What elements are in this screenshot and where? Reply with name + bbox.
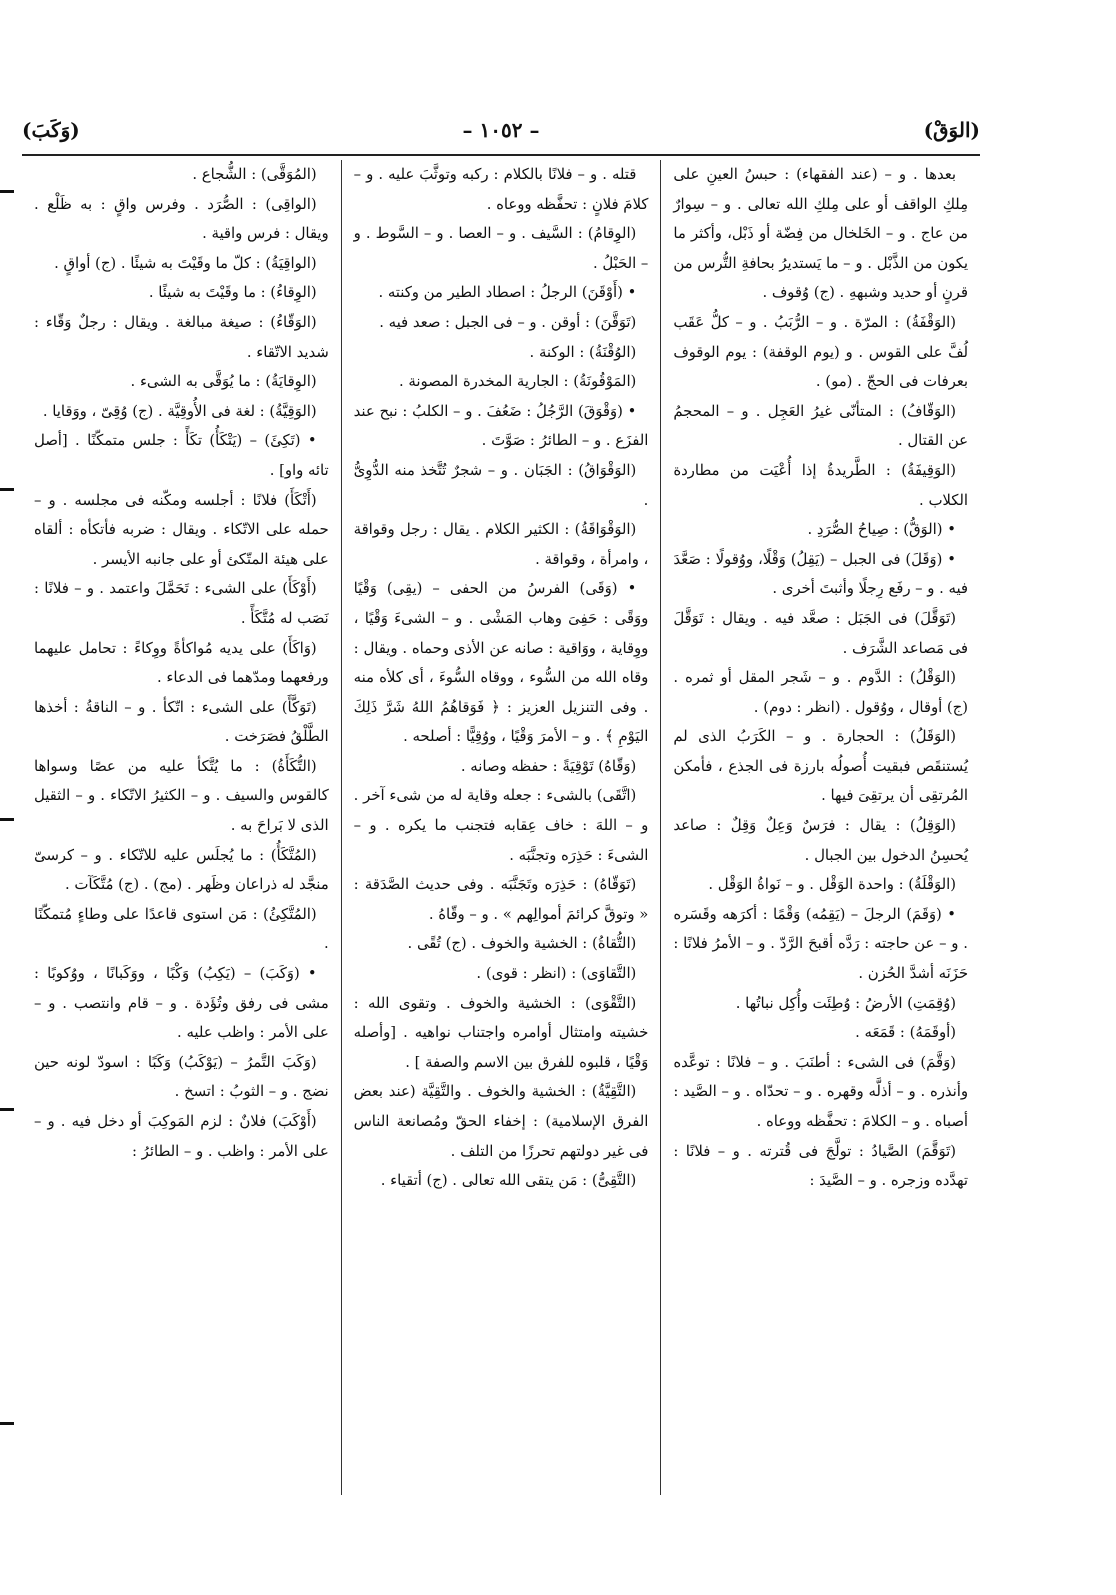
dictionary-entry: (المُتَّكِئُ) : مَن استوى قاعدًا على وطاءٍ مُتمكّنًا . xyxy=(33,905,329,953)
dictionary-entry: (الوَقْوَاقَةُ) : الكثير الكلام . يقال : رجل وقواقة ، وامرأة ، وقواقة . xyxy=(353,521,649,568)
column-middle xyxy=(342,160,662,1495)
dictionary-entry: • (أَوْقَنَ) الرجلُ : اصطاد الطير من وكنته . xyxy=(378,284,637,302)
dictionary-entry: (الوَقِيَّةُ) : لغة فى الأُوقِيَّة . (ج) وُقِىّ ، ووَقايا . xyxy=(42,402,317,420)
dictionary-entry: قتله . و – فلانًا بالكلام : ركبه وتوثَّبَ عليه . و – كلامَ فلانٍ : تحفَّظه ووعاه . xyxy=(353,166,649,213)
dictionary-entry: (وَكَبَ التَّمرُ – (يَوْكَبُ) وَكَبًا : اسودّ لونه حين نضج . و – الثوبُ : اتسخ . xyxy=(33,1053,329,1101)
margin-marks xyxy=(0,0,18,1595)
dictionary-entry: (وَاكَأَ) على يديه مُواكأةً ووِكاءً : تحامل عليهما ورفعهما ومدّهما فى الدعاء . xyxy=(33,639,329,687)
dictionary-entry: (التُّقاةُ) : الخشية والخوف . (ج) تُقًى . xyxy=(407,935,637,953)
dictionary-entry: (التَّقْوَى) : الخشية والخوف . وتقوى الله : خشيته وامتثال أوامره واجتناب نواهيه . [وأصله وَقْيًا ، قلبوه للفرق بين الاسم والصفة ] . xyxy=(353,994,649,1071)
dictionary-entry: (الوَقْفَةُ) : المرّة . و – الرُّبَبُ . و – كلُّ عَقَب لُفَّ على القوس . و (يوم الوقفة) : يوم الوقوف بعرفات فى الحجّ . (مو) . xyxy=(673,313,968,391)
dictionary-entry: (أَوْكَبَ) فلانٌ : لزم المَوكِبَ أو دخل فيه . و – على الأمر : واظب . و – الطائرُ : xyxy=(33,1113,329,1160)
dictionary-entry: (وَقَّمَ) فى الشىء : أطنَبَ . و – فلانًا : توعَّده وأنذره . و – أذلَّه وقهره . و – تحدّاه . و – الصَّيد : أصباه . و – الكلامَ : تحفَّظه ووعاه . xyxy=(673,1053,968,1130)
dictionary-entry: (المُتَّكَأُ) : ما يُجلَس عليه للاتّكاء . و – كرسىّ منجَّد له ذراعان وظَهر . (مج) . (ج) مُتَّكَآت . xyxy=(33,846,329,894)
dictionary-entry: (تَوَقَّمَ) الصَّيادُ : تولَّجَ فى قُترته . و – فلانًا : تهدَّده وزجره . و – الصَّيدَ : xyxy=(673,1142,968,1190)
dictionary-entry: (وَقّاهُ) تَوْقِيَةً : حفظه وصانه . xyxy=(460,757,637,775)
dictionary-entry: (الواقِيَةُ) : كلّ ما وقَيْتَ به شيئًا . (ج) أواقٍ . xyxy=(54,254,317,272)
header-guide-word-left: (وَكَبَ) xyxy=(22,118,80,142)
dictionary-entry: (أَوْكَأَ) على الشىء : تَحَمَّلَ واعتمد . و – فلانًا : نَصَب له مُتَّكَأً . xyxy=(33,580,329,627)
dictionary-entry: (تَوَقَّنَ) : أوقن . و – فى الجبل : صعد فيه . xyxy=(379,313,637,331)
dictionary-entry: (الوَقّاءُ) : صيغة مبالغة . ويقال : رجلٌ وَقّاء : شديد الاتّقاء . xyxy=(33,313,329,361)
dictionary-entry: (الوَقِيفَةُ) : الطَّريدةُ إذا أُعْيَت من مطاردة الكلاب . xyxy=(673,461,968,509)
column-left xyxy=(22,160,342,1495)
dictionary-entry: (المُوَقَّى) : الشُّجاع . xyxy=(192,166,317,183)
dictionary-entry: • (وَقَلَ) فى الجبل – (يَقِلُ) وَقْلًا، ووُقولًا : صَعَّدَ فيه . و – رفَع رِجلًا وأثبتَ أخرى . xyxy=(673,550,968,598)
dictionary-entry: (الوَقّافُ) : المتأنّى غيرُ العَجِل . و – المحجمُ عن القتال . xyxy=(673,402,968,450)
margin-mark xyxy=(0,1422,14,1425)
column-right xyxy=(661,160,980,1495)
margin-mark xyxy=(0,488,14,491)
dictionary-entry: (الوِقامُ) : السَّيف . و – العصا . و – السَّوط . و – الحَبْلُ . xyxy=(353,225,649,272)
header-guide-word-right: (الوَقْ) xyxy=(923,118,980,142)
dictionary-entry: بعدها . و – (عند الفقهاء) : حبسُ العينِ على مِلكِ الواقف أو على مِلكِ الله تعالى . و – سِوارٌ من عاج . و – الخَلخال من فِضّة أو ذَبْل، وأكثر ما يكون من الذَّبْل . و – ما يَستديرُ بحافةِ التُّرس من قرنٍ أو حديد وشبههِ . (ج) وُقوف . xyxy=(673,166,968,302)
dictionary-entry: (تَوَقَّلَ) فى الجَبَل : صعَّد فيه . ويقال : تَوَقَّلَ فى مَصاعد الشَّرَف . xyxy=(673,609,968,657)
dictionary-entry: (الوَقْوَاقُ) : الجَبَان . و – شجرٌ تُتَّخذ منه الدُّوِىُّ . xyxy=(353,461,649,509)
dictionary-entry: (الوِقايَةُ) : ما يُوَقَّى به الشىء . xyxy=(130,373,317,391)
dictionary-entry: (الوَقْلَةُ) : واحدة الوَقْل . و – نَواةُ الوَقْل . xyxy=(708,876,956,894)
margin-mark xyxy=(0,190,14,193)
dictionary-entry: • (وَقْوَقَ) الرَّجُلُ : ضَعُفَ . و – الكلبُ : نبح عند الفزَع . و – الطائرُ : صَوَّتَ . xyxy=(353,402,649,450)
page-header xyxy=(22,118,980,156)
dictionary-entry: (الوَقْلُ) : الدَّوم . و – شَجر المقل أو ثمره . (ج) أوقال ، ووُقول . (انظر : دوم) . xyxy=(673,669,968,716)
dictionary-entry: (التُّكَأَةُ) : ما يُتَّكأ عليه من عصًا وسواها كالقوس والسيف . و – الكثيرُ الاتّكاء . و – الثقيل الذى لا بَراحَ به . xyxy=(33,757,329,835)
dictionary-entry: (التَّقِيَّةُ) : الخشية والخوف . والتَّقِيَّة (عند بعض الفرق الإسلامية) : إخفاء الحقّ ومُصانعة الناس فى غير دولتهم تحرزًا من التلف . xyxy=(353,1083,649,1160)
dictionary-entry: (المَوْقُونَةُ) : الجارية المخدرة المصونة . xyxy=(399,373,637,391)
dictionary-entry: • (وَكَبَ) – (يَكِبُ) وَكْبًا ، ووَكَبانًا ، ووُكوبًا : مشى فى رفق وتُؤَدة . و – قام وانتصب . و – على الأمر : واظب عليه . xyxy=(33,965,329,1042)
dictionary-entry: • (وَقَى) الفرسُ من الحفى – (يقِى) وَقْيًا ووَقًى : حَفِىَ وهاب المَشْى . و – الشىءَ وَقْيًا ، ووِقاية ، ووَاقية : صانه عن الأذى وحماه . ويقال : وقاه الله من السُّوء ، ووقاه السُّوءَ ، أى كلأه منه . وفى التنزيل العزيز : ﴿ فَوَقاهُمُ اللهُ شَرَّ ذَلِكَ اليَوْمِ ﴾ . و – الأمرَ وَقْيًا ، ووُقِيًّا : أصلحه . xyxy=(353,580,649,746)
dictionary-entry: (تَوَقّاهُ) : حَذِرَه وتَجَنَّبَه . وفى حديث الصَّدَقة : « وتوقَّ كرائمَ أموالِهم » . و – وقّاهُ . xyxy=(353,876,649,923)
dictionary-entry: (الوُقْنَةُ) : الوكنة . xyxy=(529,343,637,361)
dictionary-entry: (التَّقِىُّ) : مَن يتقى الله تعالى . (ج) أتقياء . xyxy=(380,1172,637,1190)
dictionary-entry: (تَوَكَّأَ) على الشىء : اتّكأ . و – الناقةُ : أخذها الطَّلْقُ فصَرَخت . xyxy=(33,698,329,746)
dictionary-entry: (وُقِمَتِ) الأرضُ : وُطِئَت وأُكِل نباتُها . xyxy=(735,994,956,1012)
dictionary-entry: • (الوَقُّ) : صِياحُ الصُّرَدِ . xyxy=(807,521,956,539)
dictionary-entry: (الواقِى) : الصُّرَد . وفرس واقٍ : به ظَلْع . ويقال : فرس واقية . xyxy=(33,195,329,243)
dictionary-entry: (الوَقِلُ) : يقال : فرَسٌ وَعِلٌ وَقِلٌ : صاعد يُحسِنُ الدخول بين الجبال . xyxy=(673,817,968,864)
margin-mark xyxy=(0,1108,14,1111)
margin-mark xyxy=(0,818,14,821)
dictionary-entry: (اتَّقَى) بالشىء : جعله وقاية له من شىء آخر . و – اللهَ : خاف عِقابه فتجنب ما يكره . و – الشىءَ : حَذِرَه وتجنَّبَه . xyxy=(353,787,649,864)
dictionary-entry: • (تَكِئَ) – (يَتْكَأُ) تكَأً : جلس متمكّنًا . [أصل تائه واو] . xyxy=(33,432,329,479)
dictionary-entry: • (وَقَمَ) الرجلَ – (يَقِمُه) وَقْمًا : أكرَهه وقَسَره . و – عن حاجته : رَدَّه أقبحَ الرَّدّ . و – الأمرُ فلانًا : حَزَنَه أشدَّ الحُزن . xyxy=(673,905,968,983)
page-number: – ١٠٥٢ – xyxy=(462,118,540,142)
dictionary-entry: (أوقَمَهُ) : قَمَعَه . xyxy=(855,1024,956,1042)
dictionary-entry: (الوِقاءُ) : ما وقَيْتَ به شيئًا . xyxy=(148,284,317,302)
dictionary-entry: (الوَقَلُ) : الحجارة . و – الكَرَبُ الذى لم يُستنقَص فبقيت أُصولُه بارزة فى الجذع ، فأمكن المُرتقِى أن يرتقِىَ فيها . xyxy=(673,728,968,805)
dictionary-entry: (أَتْكَأَ) فلانًا : أجلسه ومكّنه فى مجلسه . و – حمله على الاتّكاء . ويقال : ضربه فأتكأه : ألقاه على هيئة المتّكئ أو على جانبه الأيسر . xyxy=(33,491,329,568)
dictionary-entry: (التَّقاوَى) : (انظر : قوى) . xyxy=(476,965,637,983)
dictionary-columns xyxy=(22,160,980,1495)
